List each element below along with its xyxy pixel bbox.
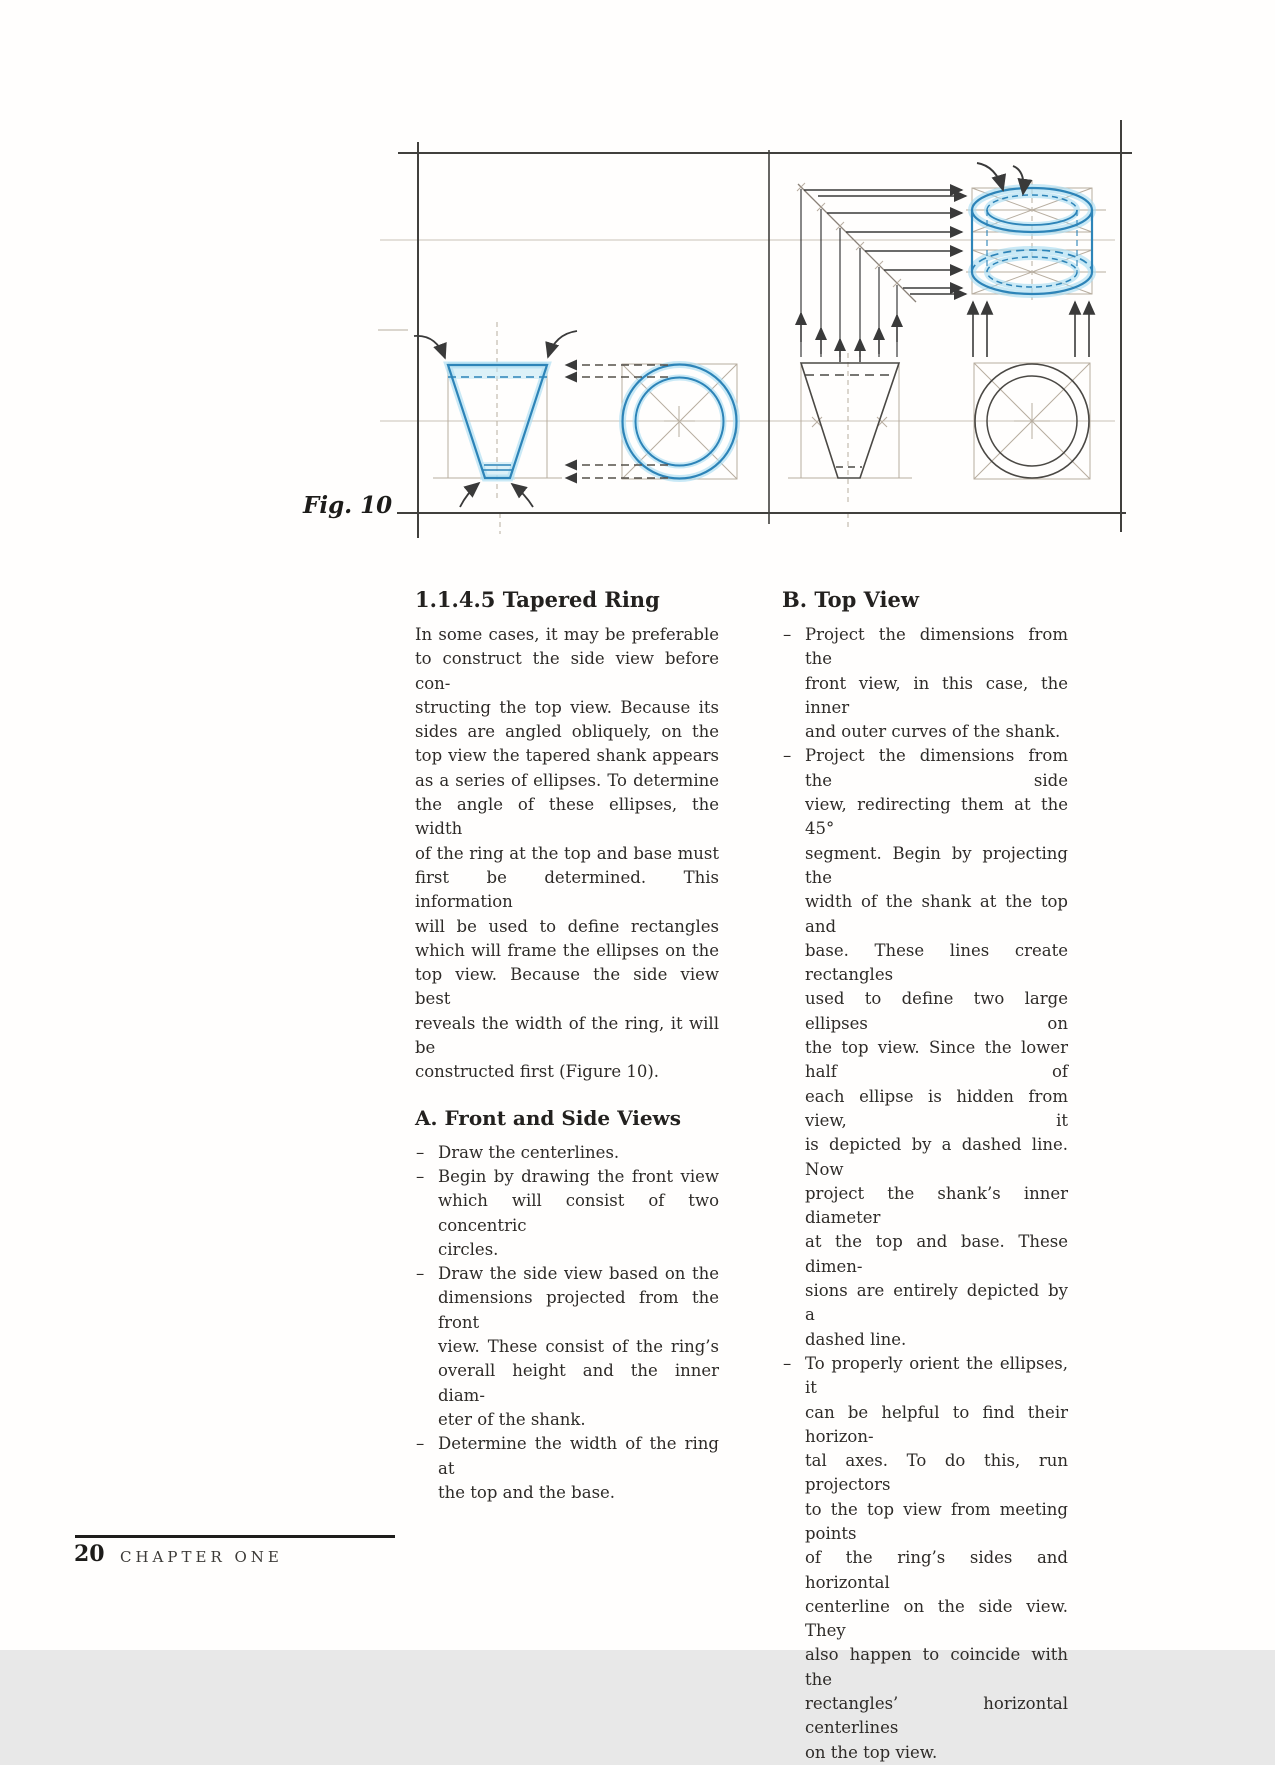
text-line: Begin by drawing the front view <box>438 1166 719 1186</box>
text-line: Draw the centerlines. <box>438 1142 620 1162</box>
list-item <box>415 1165 719 1262</box>
bullet-dash: – <box>783 625 792 644</box>
text-line: to the top view from meeting points <box>805 1499 1068 1543</box>
text-line: used to define two large ellipses on <box>805 989 1068 1033</box>
text-line: dimensions projected from the front <box>438 1288 719 1332</box>
text-line: which will consist of two concentric <box>438 1191 719 1235</box>
text-line: dashed line. <box>805 1329 907 1349</box>
text-line: on the top view. <box>805 1742 938 1762</box>
text-line: segment. Begin by projecting the <box>805 843 1068 887</box>
figure-10-drawing <box>370 110 1140 545</box>
text-line: view, redirecting them at the 45° <box>805 795 1068 839</box>
text-line: constructed first (Figure 10). <box>415 1062 660 1082</box>
list-item <box>415 1262 719 1432</box>
text-line: centerline on the side view. They <box>805 1596 1068 1641</box>
bullet-dash: – <box>416 1264 425 1284</box>
text-line: Project the dimensions from the side <box>805 746 1068 790</box>
list-item <box>415 1141 719 1165</box>
subsection-heading-a: A. Front and Side Views <box>415 1105 682 1130</box>
text-line: rectangles’ horizontal centerlines <box>805 1694 1068 1738</box>
figure-caption: Fig. 10 <box>303 492 393 519</box>
bullet-dash: – <box>416 1166 425 1186</box>
text-line: of the ring’s sides and horizontal <box>805 1548 1068 1592</box>
text-line: will be used to define rectangles <box>415 916 719 936</box>
front-side-view-steps <box>415 1141 719 1505</box>
top-view-steps <box>782 623 1068 1765</box>
text-line: also happen to coincide with the <box>805 1645 1068 1689</box>
list-item <box>782 623 1068 744</box>
text-line: which will frame the ellipses on the <box>415 940 719 960</box>
text-line: In some cases, it may be preferable <box>415 625 719 644</box>
text-line: as a series of ellipses. To determine <box>415 770 719 790</box>
text-line: the top view. Since the lower half of <box>805 1038 1068 1082</box>
45-degree-line <box>798 184 916 302</box>
text-line: the top and the base. <box>438 1482 616 1502</box>
text-line: eter of the shank. <box>438 1409 586 1429</box>
bullet-dash: – <box>783 1353 792 1373</box>
footer-rule <box>75 1535 395 1538</box>
text-line: view. These consist of the ring’s <box>438 1337 719 1357</box>
text-line: of the ring at the top and base must <box>415 843 719 863</box>
left-column <box>415 585 719 1505</box>
text-line: each ellipse is hidden from view, it <box>805 1086 1068 1130</box>
list-item <box>415 1432 719 1505</box>
text-line: Draw the side view based on the <box>438 1264 719 1284</box>
subsection-heading-b: B. Top View <box>782 587 919 612</box>
text-line: structing the top view. Because its <box>415 697 719 717</box>
bullet-dash: – <box>416 1142 425 1162</box>
intro-paragraph <box>415 623 719 1085</box>
section-heading: 1.1.4.5 Tapered Ring <box>415 587 660 612</box>
bullet-dash: – <box>783 746 792 766</box>
list-item <box>782 744 1068 1351</box>
text-line: and outer curves of the shank. <box>805 722 1061 742</box>
figure-10 <box>370 110 1140 545</box>
page-number: 20 <box>74 1541 105 1567</box>
text-line: front view, in this case, the inner <box>805 673 1068 717</box>
chapter-label: CHAPTER ONE <box>120 1548 283 1566</box>
text-line: sides are angled obliquely, on the <box>415 722 719 742</box>
text-line: top view the tapered shank appears <box>415 746 719 766</box>
text-line: can be helpful to find their horizon- <box>805 1402 1068 1446</box>
text-line: circles. <box>438 1239 499 1259</box>
text-line: base. These lines create rectangles <box>805 940 1068 985</box>
text-line: the angle of these ellipses, the width <box>415 795 719 839</box>
text-line: project the shank’s inner diameter <box>805 1183 1068 1228</box>
text-line: first be determined. This information <box>415 867 719 912</box>
text-line: To properly orient the ellipses, it <box>805 1353 1068 1398</box>
text-line: reveals the width of the ring, it will be <box>415 1013 719 1058</box>
text-line: top view. Because the side view best <box>415 965 719 1009</box>
text-line: overall height and the inner diam- <box>438 1361 719 1405</box>
text-line: Project the dimensions from the <box>805 625 1068 669</box>
text-line: Determine the width of the ring at <box>438 1434 719 1478</box>
right-column <box>782 585 1068 1765</box>
text-line: tal axes. To do this, run projectors <box>805 1451 1068 1495</box>
text-line: at the top and base. These dimen- <box>805 1232 1068 1276</box>
tapered-ring-ellipses <box>972 188 1092 294</box>
text-line: sions are entirely depicted by a <box>805 1281 1068 1325</box>
bullet-dash: – <box>416 1434 425 1454</box>
projection-arrows-left-panel <box>414 331 668 507</box>
list-item <box>782 1352 1068 1765</box>
text-line: is depicted by a dashed line. Now <box>805 1135 1068 1179</box>
text-line: to construct the side view before con- <box>415 649 719 693</box>
text-line: width of the shank at the top and <box>805 892 1068 936</box>
